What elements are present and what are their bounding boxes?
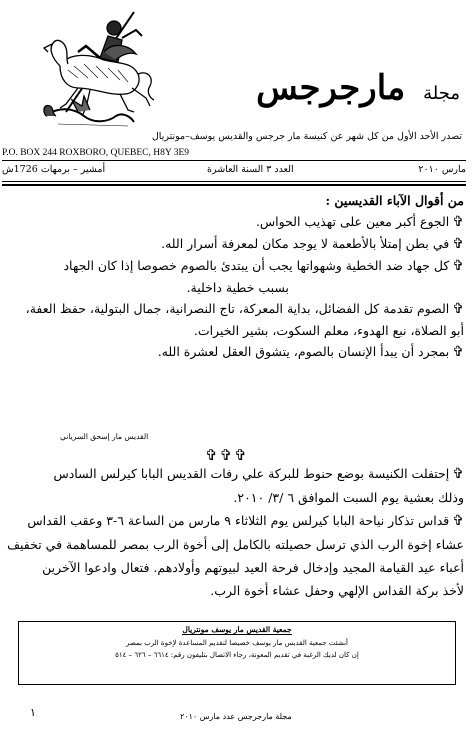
notice-line: أنشئت جمعية القديس مار يوسف خصيصا لتقديم المساعدة لإخوة الرب بمصر bbox=[126, 639, 348, 647]
divider-thin bbox=[2, 181, 466, 182]
divider-thick bbox=[2, 184, 466, 186]
magazine-subtitle: تصدر الأحد الأول من كل شهر عن كنيسة مار جرجس والقديس يوسف–مونتريال bbox=[151, 131, 462, 142]
coptic-cross-icon: ✞ bbox=[452, 258, 464, 274]
saying-item: ✞الصوم تقدمة كل الفضائل، بداية المعركة، تاج النصرانية، جمال البتولية، حفظ العفة، bbox=[12, 298, 464, 320]
magazine-title bbox=[160, 68, 460, 114]
saying-continuation: بسبب خطية داخلية. bbox=[186, 280, 289, 295]
coptic-cross-icon: ✞ bbox=[452, 344, 464, 360]
saying-item: ✞بمجرد أن يبدأ الإنسان بالصوم، يتشوق العقل لعشرة الله. bbox=[12, 341, 464, 363]
coptic-cross-icon: ✞ bbox=[452, 214, 464, 230]
footer-text: مجلة مارجرجس عدد مارس ٢٠١٠ bbox=[180, 712, 292, 721]
postal-address: P.O. BOX 244 ROXBORO, QUEBEC, H8Y 3E9 bbox=[2, 148, 190, 158]
notice-contact: إن كان لديك الرغبة في تقديم المعونة، رجاء الاتصال بتليفون رقم: ٦٦١٤ – ٦٢٦ – ٥١٤ bbox=[115, 651, 359, 659]
coptic-cross-icon: ✞ bbox=[452, 513, 464, 529]
charity-notice-box bbox=[18, 621, 456, 685]
st-george-logo bbox=[38, 8, 156, 130]
magazine-title-main: مارجرجس bbox=[256, 68, 406, 108]
coptic-cross-icon: ✞ bbox=[452, 466, 464, 482]
coptic-cross-icon: ✞ bbox=[452, 236, 464, 252]
saying-continuation: أبو الصلاة، نبع الهدوء، معلم السكوت، بشير الخيرات. bbox=[193, 323, 464, 338]
coptic-date: أمشير – برمهات 1726ش bbox=[2, 164, 106, 175]
coptic-cross-icon: ✞ bbox=[452, 301, 464, 317]
news-continuation: عشاء إخوة الرب الذي ترسل حصيلته بالكامل إلى أخوة الرب بمصر للمساهمة في تخفيف bbox=[7, 537, 464, 552]
issue-number: العدد ٣ السنة العاشرة bbox=[207, 164, 294, 175]
saying-item: ✞في بطن إمتلأ بالأطعمة لا يوجد مكان لمعرفة أسرار الله. bbox=[12, 233, 464, 255]
news-item: ✞إحتفلت الكنيسة بوضع حنوط للبركة علي رفات القديس البابا كيرلس السادس bbox=[12, 462, 464, 486]
news-continuation: وذلك بعشية يوم السبت الموافق ٦ /٣/ ٢٠١٠. bbox=[233, 490, 464, 505]
news-section bbox=[7, 462, 464, 602]
notice-title: جمعية القديس مار يوسف مونتريال bbox=[182, 625, 292, 634]
page-number: ١ bbox=[30, 706, 36, 719]
issue-info-row bbox=[2, 164, 466, 178]
news-item: ✞قداس تذكار نياحة البابا كيرلس يوم الثلاثاء ٩ مارس من الساعة ٦-٣ وعقب القداس bbox=[12, 509, 464, 533]
saying-source: القديس مار إسحق السرياني bbox=[60, 432, 149, 441]
sayings-heading: من أقوال الآباء القديسين : bbox=[325, 193, 464, 208]
news-continuation: لأخذ بركة القداس الإلهي وحفل عشاء أخوة الرب. bbox=[210, 583, 464, 598]
issue-date: مارس ٢٠١٠ bbox=[418, 164, 466, 175]
sayings-section bbox=[12, 190, 464, 363]
news-continuation: أعباء عيد القيامة المجيد وإدخال فرحة العيد لبيوتهم وأولادهم. فتعال وادعوا الآخرين bbox=[42, 560, 464, 575]
magazine-title-small: مجلة bbox=[423, 83, 460, 104]
cross-divider-icon: ✞✞✞ bbox=[205, 446, 249, 464]
header-rule bbox=[2, 160, 466, 161]
saying-item: ✞الجوع أكبر معين على تهذيب الحواس. bbox=[12, 211, 464, 233]
saying-item: ✞كل جهاد ضد الخطية وشهواتها يجب أن يبتدئ بالصوم خصوصا إذا كان الجهاد bbox=[12, 255, 464, 277]
